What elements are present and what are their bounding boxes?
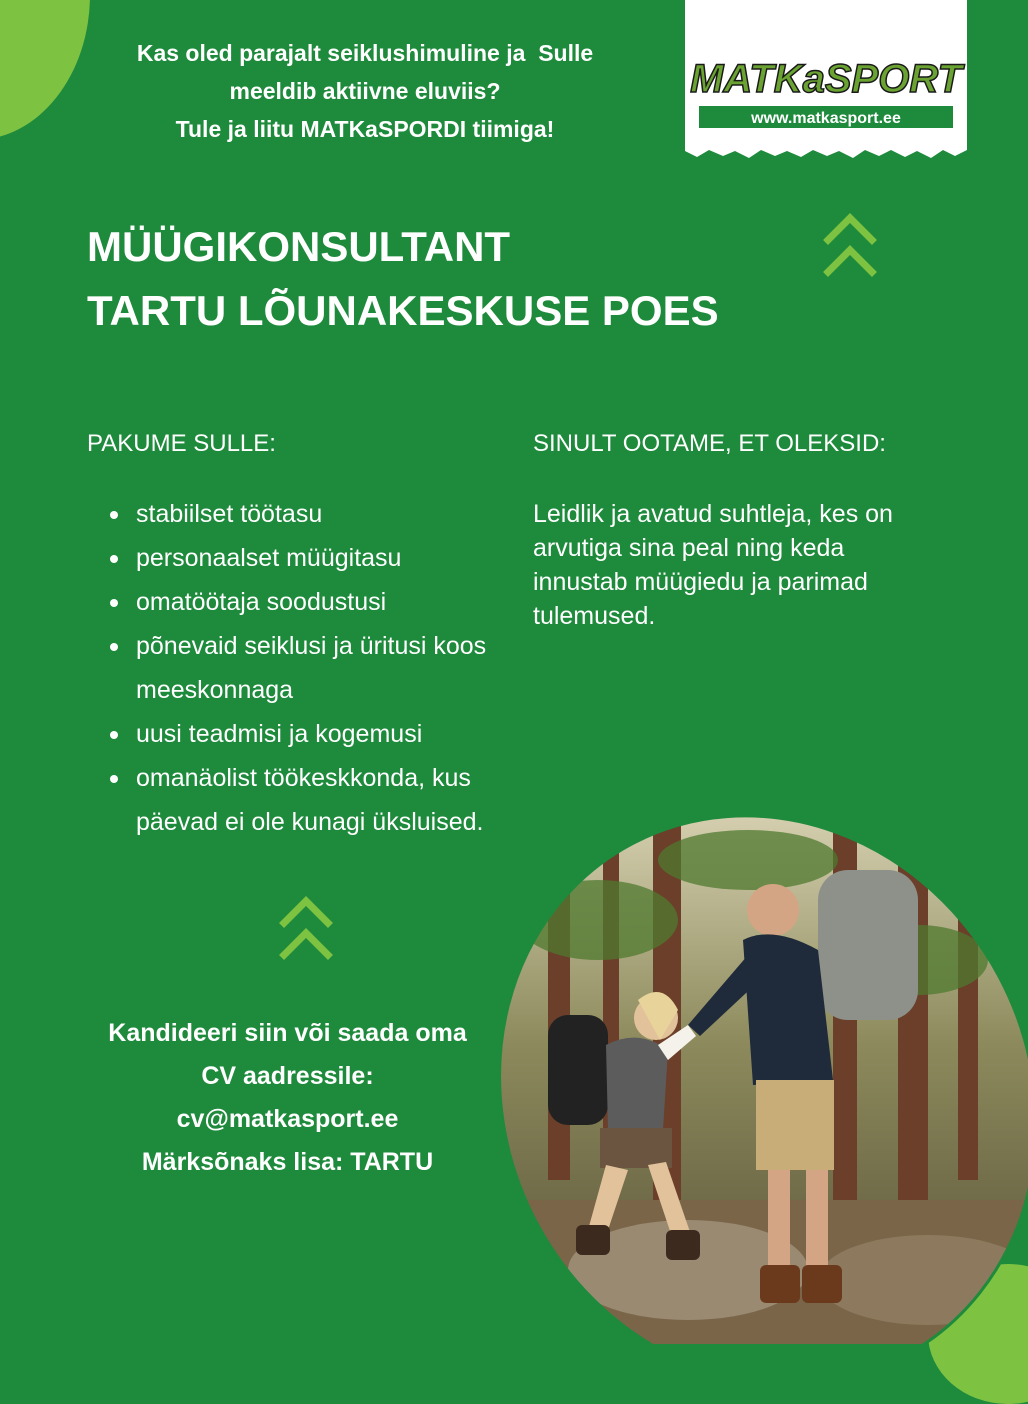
list-item: omatöötaja soodustusi — [108, 580, 548, 624]
logo-brand: MATKaSPORT — [690, 57, 962, 101]
cta-keyword: Märksõnaks lisa: TARTU — [141, 1148, 434, 1176]
cta-line-2: CV aadressile: — [201, 1062, 374, 1090]
expect-text: Leidlik ja avatud suhtleja, kes on arvutiga sina peal ning keda innustab müügiedu ja parimad tulemused. — [533, 500, 893, 630]
logo-url: www.matkasport.ee — [751, 110, 901, 127]
expect-heading: SINULT OOTAME, ET OLEKSID: — [533, 430, 886, 457]
matkasport-logo[interactable] — [685, 0, 967, 160]
list-item: põnevaid seiklusi ja üritusi koos meeskonnaga — [108, 624, 548, 712]
list-item: personaalset müügitasu — [108, 536, 548, 580]
job-title — [87, 215, 807, 343]
intro-line-3: Tule ja liitu MATKaSPORDI tiimiga! — [175, 116, 555, 142]
cta-line-1: Kandideeri siin või saada oma — [108, 1019, 467, 1047]
job-title-line-2: TARTU LÕUNAKESKUSE POES — [87, 287, 719, 334]
list-item: stabiilset töötasu — [108, 492, 548, 536]
hikers-photo — [488, 800, 1028, 1344]
apply-call-to-action — [60, 1012, 515, 1184]
intro-text — [60, 34, 670, 148]
intro-line-2: meeldib aktiivne eluviis? — [229, 78, 501, 104]
job-title-line-1: MÜÜGIKONSULTANT — [87, 223, 511, 270]
cta-email-link[interactable]: cv@matkasport.ee — [176, 1105, 399, 1133]
intro-line-1: Kas oled parajalt seiklushimuline ja Sulle — [136, 40, 594, 66]
offer-heading: PAKUME SULLE: — [87, 430, 276, 457]
logo-graphic — [685, 0, 967, 160]
list-item: omanäolist töökeskkonda, kus päevad ei ole kunagi üksluised. — [108, 756, 548, 844]
double-chevron-up-icon — [278, 893, 334, 965]
double-chevron-up-icon — [822, 210, 878, 282]
list-item: uusi teadmisi ja kogemusi — [108, 712, 548, 756]
offer-list — [108, 492, 548, 844]
